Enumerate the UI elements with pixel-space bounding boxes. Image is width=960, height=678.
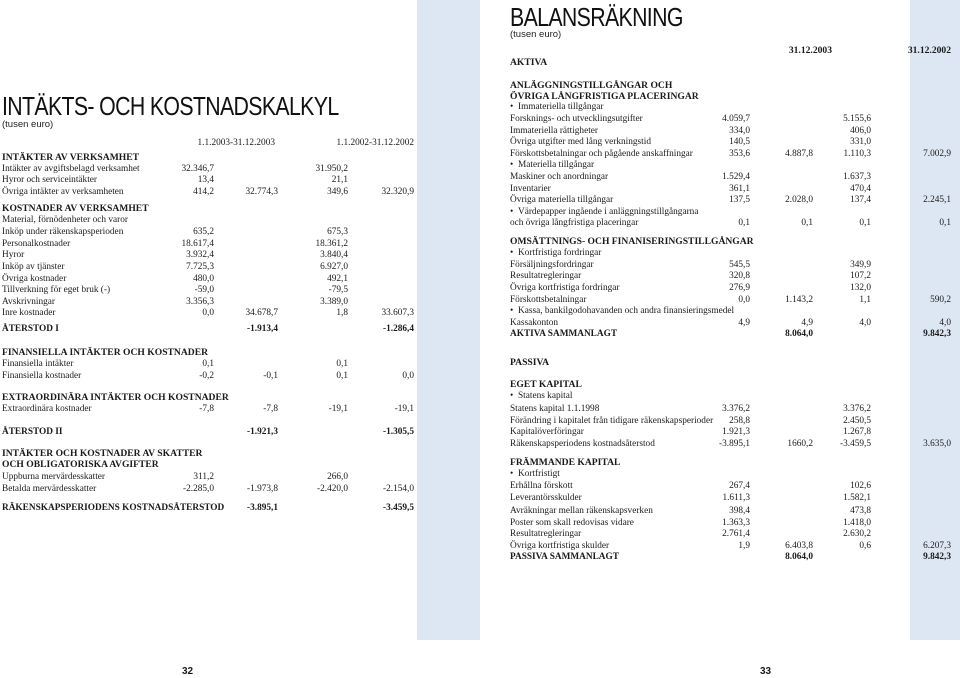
table-row: [0, 359, 480, 370]
table-row: [480, 529, 960, 540]
value-cell-3: 1.582,1: [843, 493, 871, 503]
row-label: EXTRAORDINÄRA INTÄKTER OCH KOSTNADER: [2, 392, 229, 403]
unit-label: (tusen euro): [2, 119, 54, 130]
value-cell-4: 9.842,3: [923, 329, 951, 339]
row-label: ANLÄGGNINGSTILLGÅNGAR OCH: [510, 80, 673, 91]
value-cell-3: 6.927,0: [320, 262, 348, 272]
table-row: [480, 391, 960, 402]
value-cell-1: 1.611,3: [722, 493, 750, 503]
table-row: [480, 493, 960, 504]
row-label: • Kortfristigt: [510, 469, 560, 480]
table-row: [480, 114, 960, 125]
row-label: Övriga kortfristiga skulder: [510, 541, 610, 551]
value-cell-3: 31.950,2: [315, 164, 348, 174]
value-cell-3: 349,6: [327, 187, 348, 197]
table-row: [480, 283, 960, 294]
row-label: ÅTERSTOD I: [2, 324, 59, 334]
table-row: [480, 248, 960, 259]
value-cell-1: 480,0: [193, 274, 214, 284]
value-cell-3: 473,8: [850, 506, 871, 516]
value-cell-3: 1.110,3: [843, 149, 871, 159]
value-cell-3: 0,6: [859, 541, 871, 551]
row-label: Personalkostnader: [2, 239, 71, 249]
row-label: RÄKENSKAPSPERIODENS KOSTNADSÅTERSTOD: [2, 503, 225, 513]
row-label: Resultatregleringar: [510, 529, 582, 539]
table-row: [0, 215, 480, 226]
value-cell-1: 398,4: [729, 506, 750, 516]
value-cell-1: 0,0: [738, 295, 750, 305]
column-header-row: [480, 45, 960, 56]
row-label: KOSTNADER AV VERKSAMHET: [2, 203, 149, 214]
value-cell-3: 492,1: [327, 274, 348, 284]
value-cell-2: 0,1: [801, 218, 813, 228]
table-row: [0, 297, 480, 308]
value-cell-4: -3.459,5: [383, 503, 414, 513]
table-row: [0, 175, 480, 186]
table-row: [480, 469, 960, 480]
value-cell-2: 32.774,3: [245, 187, 278, 197]
value-cell-1: 137,5: [729, 195, 750, 205]
value-cell-4: -1.286,4: [383, 324, 414, 334]
row-label: Extraordinära kostnader: [2, 404, 92, 414]
row-label: Övriga kostnader: [2, 274, 67, 284]
total-row: [0, 503, 480, 514]
col-header-2002: 31.12.2002: [907, 45, 951, 56]
value-cell-3: 0,1: [336, 371, 348, 381]
row-label: • Immateriella tillgångar: [510, 102, 603, 113]
value-cell-1: 0,0: [202, 308, 214, 318]
value-cell-2: -1.973,8: [247, 484, 278, 494]
value-cell-4: -2.154,0: [383, 484, 414, 494]
table-row: [0, 227, 480, 238]
value-cell-4: -1.305,5: [383, 427, 414, 437]
row-label: Försäljningsfordringar: [510, 260, 594, 270]
unit-label: (tusen euro): [510, 29, 562, 40]
row-label: Övriga kortfristiga fordringar: [510, 283, 620, 293]
row-label: Finansiella kostnader: [2, 371, 82, 381]
row-label: FINANSIELLA INTÄKTER OCH KOSTNADER: [2, 347, 209, 358]
row-label: Material, förnödenheter och varor: [2, 215, 128, 225]
value-cell-1: 353,6: [729, 149, 750, 159]
table-row: [0, 404, 480, 415]
row-label: Förskottsbetalningar och pågående anskaffningar: [510, 149, 693, 159]
value-cell-1: 3.356,3: [186, 297, 214, 307]
row-label: INTÄKTER AV VERKSAMHET: [2, 152, 140, 163]
row-label: Kapitalöverföringar: [510, 427, 584, 437]
value-cell-3: 331,0: [850, 137, 871, 147]
table-row: [480, 172, 960, 183]
row-label: Forsknings- och utvecklingsutgifter: [510, 114, 643, 124]
page-title: BALANSRÄKNING: [510, 2, 683, 32]
row-label: Hyror: [2, 250, 25, 260]
table-row: [480, 149, 960, 160]
value-cell-2: -1.913,4: [247, 324, 278, 334]
table-row: [0, 274, 480, 285]
value-cell-1: 4,9: [738, 318, 750, 328]
value-cell-1: 1.921,3: [722, 427, 750, 437]
table-row: [0, 472, 480, 483]
table-row: [0, 187, 480, 198]
value-cell-2: 8.064,0: [785, 552, 813, 562]
value-cell-2: 4,9: [801, 318, 813, 328]
value-cell-2: -3.895,1: [247, 503, 278, 513]
value-cell-2: -0,1: [263, 371, 278, 381]
row-label: Statens kapital 1.1.1998: [510, 404, 600, 414]
row-label: • Kortfristiga fordringar: [510, 248, 601, 259]
value-cell-3: 266,0: [327, 472, 348, 482]
row-label: Leverantörsskulder: [510, 493, 582, 503]
table-row: [0, 262, 480, 273]
value-cell-3: 137,4: [850, 195, 871, 205]
row-label: Finansiella intäkter: [2, 359, 74, 369]
row-label: Räkenskapsperiodens kostnadsåterstod: [510, 439, 655, 449]
row-label: Uppburna mervärdesskatter: [2, 472, 106, 482]
table-row: [480, 318, 960, 329]
row-label: Tillverkning för eget bruk (-): [2, 285, 111, 295]
table-row: [480, 541, 960, 552]
row-label: och övriga långfristiga placeringar: [510, 218, 639, 228]
value-cell-3: -3.459,5: [840, 439, 871, 449]
row-label: Intäkter av avgiftsbelagd verksamhet: [2, 164, 140, 174]
value-cell-3: 18.361,2: [315, 239, 348, 249]
table-row: [480, 439, 960, 450]
value-cell-4: 4,0: [939, 318, 951, 328]
table-row: [480, 295, 960, 306]
table-row: [480, 207, 960, 218]
value-cell-1: 1.363,3: [722, 518, 750, 528]
value-cell-3: 2.630,2: [843, 529, 871, 539]
value-cell-1: 3.932,4: [186, 250, 214, 260]
value-cell-1: 361,1: [729, 184, 750, 194]
section-header-row: [0, 347, 480, 358]
value-cell-3: 406,0: [850, 126, 871, 136]
value-cell-1: 18.617,4: [181, 239, 214, 249]
table-row: [0, 164, 480, 175]
table-row: [480, 506, 960, 517]
row-label: PASSIVA SAMMANLAGT: [510, 552, 619, 562]
row-label: Övriga utgifter med lång verkningstid: [510, 137, 651, 147]
value-cell-3: 1.267,8: [843, 427, 871, 437]
page-number: 33: [760, 666, 772, 677]
value-cell-3: -19,1: [328, 404, 348, 414]
value-cell-2: 2.028,0: [785, 195, 813, 205]
balance-sheet-page: [480, 0, 960, 678]
value-cell-4: 0,1: [939, 218, 951, 228]
value-cell-4: 32.320,9: [381, 187, 414, 197]
row-label: Kassakonton: [510, 318, 559, 328]
page-number: 32: [182, 666, 194, 677]
row-label: Resultatregleringar: [510, 271, 582, 281]
table-row: [480, 137, 960, 148]
row-label: Inventarier: [510, 184, 551, 194]
value-cell-3: -79,5: [328, 285, 348, 295]
row-label: Maskiner och anordningar: [510, 172, 609, 182]
table-row: [480, 126, 960, 137]
value-cell-3: -2.420,0: [317, 484, 348, 494]
table-row: [480, 481, 960, 492]
value-cell-1: 545,5: [729, 260, 750, 270]
table-row: [0, 239, 480, 250]
value-cell-1: 1.529,4: [722, 172, 750, 182]
value-cell-1: 414,2: [193, 187, 214, 197]
value-cell-4: 590,2: [930, 295, 951, 305]
section-header-row: [0, 459, 480, 470]
value-cell-3: 5.155,6: [843, 114, 871, 124]
table-row: [480, 416, 960, 427]
value-cell-2: 1.143,2: [785, 295, 813, 305]
section-header-row: [480, 357, 960, 368]
table-row: [0, 308, 480, 319]
row-label: EGET KAPITAL: [510, 379, 582, 390]
row-label: Inköp av tjänster: [2, 262, 65, 272]
row-label: Övriga intäkter av verksamheten: [2, 187, 124, 197]
value-cell-3: 0,1: [859, 218, 871, 228]
value-cell-1: -3.895,1: [719, 439, 750, 449]
value-cell-1: 311,2: [193, 472, 214, 482]
value-cell-2: 34.678,7: [245, 308, 278, 318]
row-label: ÖVRIGA LÅNGFRISTIGA PLACERINGAR: [510, 91, 699, 102]
row-label: Inre kostnader: [2, 308, 56, 318]
table-row: [480, 102, 960, 113]
section-header-row: [480, 57, 960, 68]
row-label: • Materiella tillgångar: [510, 160, 594, 171]
table-row: [0, 484, 480, 495]
value-cell-1: -2.285,0: [183, 484, 214, 494]
row-label: Förändring i kapitalet från tidigare räkenskapsperioder: [510, 416, 714, 426]
row-label: Förskottsbetalningar: [510, 295, 587, 305]
col-header-2003: 1.1.2003-31.12.2003: [197, 138, 275, 148]
value-cell-2: 8.064,0: [785, 329, 813, 339]
value-cell-1: 3.376,2: [722, 404, 750, 414]
row-label: Betalda mervärdesskatter: [2, 484, 97, 494]
value-cell-1: -59,0: [194, 285, 214, 295]
value-cell-1: 2.761,4: [722, 529, 750, 539]
row-label: Poster som skall redovisas vidare: [510, 518, 634, 528]
total-row: [480, 552, 960, 563]
section-header-row: [480, 80, 960, 91]
value-cell-3: 1,8: [336, 308, 348, 318]
value-cell-4: 7.002,9: [923, 149, 951, 159]
column-header-row: [0, 138, 480, 149]
section-header-row: [480, 457, 960, 468]
table-row: [480, 218, 960, 229]
value-cell-4: 6.207,3: [923, 541, 951, 551]
value-cell-3: 349,9: [850, 260, 871, 270]
table-row: [0, 371, 480, 382]
table-row: [480, 195, 960, 206]
value-cell-3: 21,1: [331, 175, 348, 185]
value-cell-3: 107,2: [850, 271, 871, 281]
value-cell-1: 13,4: [197, 175, 214, 185]
row-label: AKTIVA: [510, 57, 548, 68]
value-cell-1: 7.725,3: [186, 262, 214, 272]
table-row: [480, 160, 960, 171]
section-header-row: [0, 203, 480, 214]
value-cell-4: 3.635,0: [923, 439, 951, 449]
value-cell-3: 4,0: [859, 318, 871, 328]
value-cell-3: 1.418,0: [843, 518, 871, 528]
value-cell-3: 3.389,0: [320, 297, 348, 307]
value-cell-1: 276,9: [729, 283, 750, 293]
row-label: FRÄMMANDE KAPITAL: [510, 457, 621, 468]
value-cell-1: 258,8: [729, 416, 750, 426]
value-cell-1: 267,4: [729, 481, 750, 491]
value-cell-2: -1.921,3: [247, 427, 278, 437]
row-label: Avräkningar mellan räkenskapsverken: [510, 506, 653, 516]
value-cell-2: 4.887,8: [785, 149, 813, 159]
row-label: Övriga materiella tillgångar: [510, 195, 614, 205]
row-label: • Statens kapital: [510, 391, 572, 402]
value-cell-3: 470,4: [850, 184, 871, 194]
value-cell-2: 6.403,8: [785, 541, 813, 551]
row-label: INTÄKTER OCH KOSTNADER AV SKATTER: [2, 448, 203, 459]
row-label: AKTIVA SAMMANLAGT: [510, 329, 618, 339]
table-row: [480, 404, 960, 415]
section-header-row: [0, 152, 480, 163]
value-cell-1: 1,9: [738, 541, 750, 551]
page-title: INTÄKTS- OCH KOSTNADSKALKYL: [2, 91, 339, 121]
table-row: [0, 285, 480, 296]
column-highlight-band: [417, 0, 480, 640]
row-label: PASSIVA: [510, 357, 550, 368]
table-row: [480, 260, 960, 271]
value-cell-3: 1,1: [859, 295, 871, 305]
col-header-2003: 31.12.2003: [788, 45, 832, 56]
table-row: [480, 184, 960, 195]
table-row: [0, 250, 480, 261]
row-label: ÅTERSTOD II: [2, 427, 63, 437]
value-cell-1: -0,2: [199, 371, 214, 381]
row-label: Avskrivningar: [2, 297, 56, 307]
table-row: [480, 427, 960, 438]
value-cell-1: 0,1: [202, 359, 214, 369]
total-row: [480, 329, 960, 340]
total-row: [0, 427, 480, 438]
row-label: • Kassa, bankilgodohavanden och andra finansieringsmedel: [510, 306, 734, 317]
value-cell-1: 0,1: [738, 218, 750, 228]
value-cell-3: 132,0: [850, 283, 871, 293]
value-cell-1: -7,8: [199, 404, 214, 414]
value-cell-2: -7,8: [263, 404, 278, 414]
total-row: [0, 324, 480, 335]
value-cell-1: 140,5: [729, 137, 750, 147]
section-header-row: [480, 91, 960, 102]
value-cell-1: 4.059,7: [722, 114, 750, 124]
table-row: [480, 271, 960, 282]
value-cell-3: 675,3: [327, 227, 348, 237]
value-cell-1: 32.346,7: [181, 164, 214, 174]
row-label: Immateriella rättigheter: [510, 126, 599, 136]
value-cell-4: 2.245,1: [923, 195, 951, 205]
table-row: [480, 518, 960, 529]
row-label: • Värdepapper ingående i anläggningstillgångarna: [510, 207, 698, 218]
value-cell-3: 102,6: [850, 481, 871, 491]
row-label: OCH OBLIGATORISKA AVGIFTER: [2, 459, 159, 470]
section-header-row: [0, 392, 480, 403]
value-cell-1: 635,2: [193, 227, 214, 237]
row-label: OMSÄTTNINGS- OCH FINANISERINGSTILLGÅNGAR: [510, 236, 754, 247]
row-label: Hyror och serviceintäkter: [2, 175, 97, 185]
value-cell-3: 0,1: [336, 359, 348, 369]
value-cell-2: 1660,2: [787, 439, 813, 449]
value-cell-4: 33.607,3: [381, 308, 414, 318]
value-cell-3: 3.376,2: [843, 404, 871, 414]
value-cell-3: 2.450,5: [843, 416, 871, 426]
col-header-2002: 1.1.2002-31.12.2002: [336, 138, 414, 148]
value-cell-3: 3.840,4: [320, 250, 348, 260]
row-label: Erhållna förskott: [510, 481, 573, 491]
value-cell-1: 334,0: [729, 126, 750, 136]
table-row: [480, 306, 960, 317]
value-cell-3: 1.637,3: [843, 172, 871, 182]
value-cell-4: 0,0: [402, 371, 414, 381]
row-label: Inköp under räkenskapsperioden: [2, 227, 124, 237]
section-header-row: [0, 448, 480, 459]
value-cell-4: -19,1: [394, 404, 414, 414]
value-cell-1: 320,8: [729, 271, 750, 281]
section-header-row: [480, 236, 960, 247]
section-header-row: [480, 379, 960, 390]
value-cell-4: 9.842,3: [923, 552, 951, 562]
